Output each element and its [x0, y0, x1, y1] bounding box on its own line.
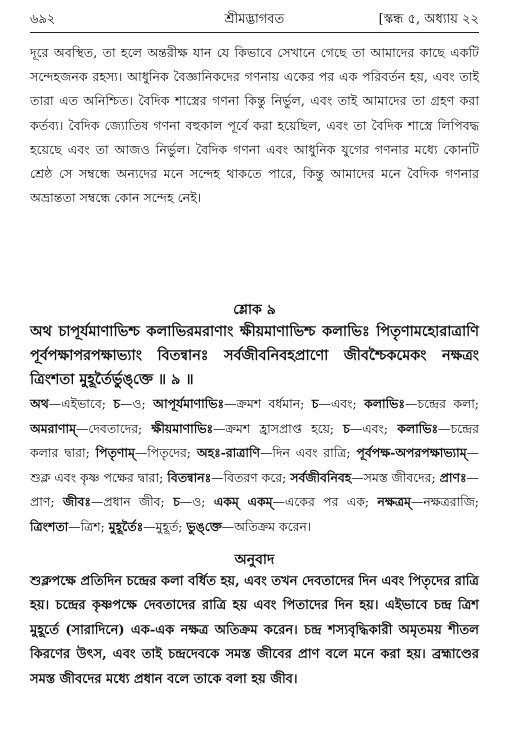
synonym-dash: — [134, 445, 148, 460]
translation-text: শুক্লপক্ষে প্রতিদিন চন্দ্রের কলা বর্ধিত হয়, এবং তখন দেবতাদের দিন এবং পিতৃদের রাত্রি হয়। চন্দ্রের কৃষ্ণপক্ষে দেবতাদের রাত্রি হয় এবং পিতাদের দিন হয়। এইভাবে চন্দ্র ত্রিশ মুহূর্তে (সারাদিনে) এক-এক নক্ষত্র অতিক্রম করেন। চন্দ্র শস্যবৃদ্ধিকারী অমৃতময় শীতল কিরণের উৎস, এবং তাই চন্দ্রদেবকে সমস্ত জীবের প্রাণ বলে মনে করা হয়। ব্রহ্মাণ্ডের সমস্ত জীবদের মধ্যে প্রধান বলে তাকে বলা হয় জীব। [30, 574, 479, 687]
synonym-dash: — [76, 420, 89, 436]
synonym-meaning: এবং; [362, 420, 398, 436]
chapter-reference: [স্কন্ধ ৫, অধ্যায় ২২ [378, 12, 479, 27]
synonym-dash: — [179, 494, 193, 509]
synonym-meaning: মুহূর্ত; [155, 518, 187, 534]
synonym-dash: — [272, 494, 285, 509]
synonym-dash: — [438, 420, 451, 436]
synonym-dash: — [405, 396, 418, 411]
synonym-term: অমরাণাম্ [30, 420, 76, 436]
synonym-term: আপূর্যমাণাভিঃ [153, 396, 225, 411]
synonym-term: চ [113, 396, 121, 411]
synonym-term: চ [343, 420, 350, 436]
synonym-dash: — [410, 494, 424, 509]
synonym-meaning: এবং; [330, 396, 365, 411]
synonym-dash: — [68, 518, 81, 534]
synonym-term: অহঃ-রাত্রাণি [196, 445, 261, 460]
synonym-meaning: এইভাবে; [61, 396, 114, 411]
synonym-meaning: সমস্ত জীবদের; [363, 469, 440, 485]
synonym-term: ভুঙ্‌ক্তে [186, 518, 222, 534]
synonym-meaning: প্রধান জীব; [103, 494, 174, 509]
synonym-dash: — [91, 494, 104, 509]
book-title: শ্রীমদ্ভাগবত [224, 12, 285, 27]
synonym-meaning: একের পর এক; [284, 494, 378, 509]
page-number: ৬৯২ [30, 12, 56, 27]
synonym-dash: — [349, 420, 363, 436]
header-rule [30, 32, 479, 33]
synonym-dash: — [260, 445, 273, 460]
synonym-meaning: ত্রিশ; [80, 518, 109, 534]
running-header [30, 10, 479, 30]
synonym-term: কলাভিঃ [364, 396, 405, 411]
synonym-meaning: চন্দ্রের কলার দ্বারা; [30, 420, 479, 460]
synonym-term: প্রাণঃ [439, 469, 467, 485]
synonym-term: মুহূর্তৈঃ [108, 518, 144, 534]
synonym-term: একম্ একম্ [213, 494, 273, 509]
synonym-meaning: ক্রমশ বর্ধমান; [236, 396, 312, 411]
synonym-meaning: অতিক্রম করেন। [234, 518, 312, 534]
synonym-dash: — [466, 445, 480, 460]
synonym-dash: — [48, 396, 62, 411]
synonym-term: জীবঃ [62, 494, 92, 509]
synonym-meaning: দেবতাদের; [88, 420, 152, 436]
verse-text: অথ চাপূর্যমাণাভিশ্চ কলাভিরমরাণাং ক্ষীয়মাণাভিশ্চ কলাভিঃ পিতৃণামহোরাত্রাণি পূর্বপক্ষাপরপক্ষাভ্যাং বিতন্বানঃ সর্বজীবনিবহপ্রাণো জীবশ্চৈকমেকং নক্ষত্রং ত্রিংশতা মুহূর্তৈর্ভুঙ্‌ক্তে ॥ ৯ ॥ [30, 323, 479, 388]
synonyms-section [30, 392, 479, 539]
synonym-dash: — [318, 396, 331, 411]
synonym-term: পিতৃণাম্ [95, 445, 135, 460]
synonym-term: অথ [30, 396, 49, 411]
synonym-term: বিতন্বানঃ [167, 469, 212, 485]
synonym-meaning: নক্ষত্ররাজি; [423, 494, 479, 509]
synonym-dash: — [120, 396, 133, 411]
synonym-dash: — [224, 396, 237, 411]
synonym-meaning: ও; [132, 396, 154, 411]
synonym-meaning: শুক্ল এবং কৃষ্ণ পক্ষের দ্বারা; [30, 469, 168, 485]
synonym-term: ক্ষীয়মাণাভিঃ [151, 420, 214, 436]
synonym-term: চ [311, 396, 319, 411]
synonym-term: ত্রিংশতা [30, 518, 69, 534]
translation-heading: অনুবাদ [234, 552, 275, 568]
synonym-meaning: ক্রমশ হ্রাসপ্রাপ্ত হয়ে; [225, 420, 344, 436]
synonym-term: সর্বজীবনিবহ [290, 469, 352, 485]
synonym-dash: — [213, 420, 226, 436]
synonym-dash: — [143, 518, 156, 534]
synonym-dash: — [351, 469, 364, 485]
synonym-term: নক্ষত্রম্ [377, 494, 411, 509]
synonym-meaning: পিতৃদের; [147, 445, 197, 460]
synonym-meaning: বিতরণ করে; [223, 469, 291, 485]
synonym-dash: — [211, 469, 224, 485]
synonym-term: চ [173, 494, 180, 509]
synonym-dash: — [221, 518, 235, 534]
synonym-meaning: ও; [192, 494, 214, 509]
synonym-dash: — [466, 469, 479, 485]
synonym-meaning: প্রাণ; [30, 494, 63, 509]
synonym-meaning: চন্দ্রের কলা; [417, 396, 479, 411]
purport-paragraph: দূরে অবস্থিত, তা হলে অন্তরীক্ষ যান যে কিভাবে সেখানে গেছে তা আমাদের কাছে একটি সন্দেহজনক রহস্য। আধুনিক বৈজ্ঞানিকদের গণনায় একের পর এক পরিবর্তন হয়, এবং তাই তারা এত অনিশ্চিত। বৈদিক শাস্ত্রের গণনা কিন্তু নির্ভুল, এবং তাই আমাদের তা গ্রহণ করা কর্তব্য। বৈদিক জ্যোতিষ গণনা বহুকাল পূর্বে করা হয়েছিল, এবং তা বৈদিক শাস্ত্রে লিপিবদ্ধ হয়েছে এবং তা আজও নির্ভুল। বৈদিক গণনা এবং আধুনিক যুগের গণনার মধ্যে কোনটি শ্রেষ্ঠ সে সম্বন্ধে অন্যদের মনে সন্দেহ থাকতে পারে, কিন্তু আমাদের মনে বৈদিক গণনার অভ্রান্ততা সম্বন্ধে কোন সন্দেহ নেই। [30, 45, 479, 206]
synonym-meaning: দিন এবং রাত্রি; [272, 445, 357, 460]
synonym-term: কলাভিঃ [397, 420, 439, 436]
synonym-term: পূর্বপক্ষ-অপরপক্ষাভ্যাম্ [356, 445, 467, 460]
verse-heading: শ্লোক ৯ [233, 302, 276, 318]
